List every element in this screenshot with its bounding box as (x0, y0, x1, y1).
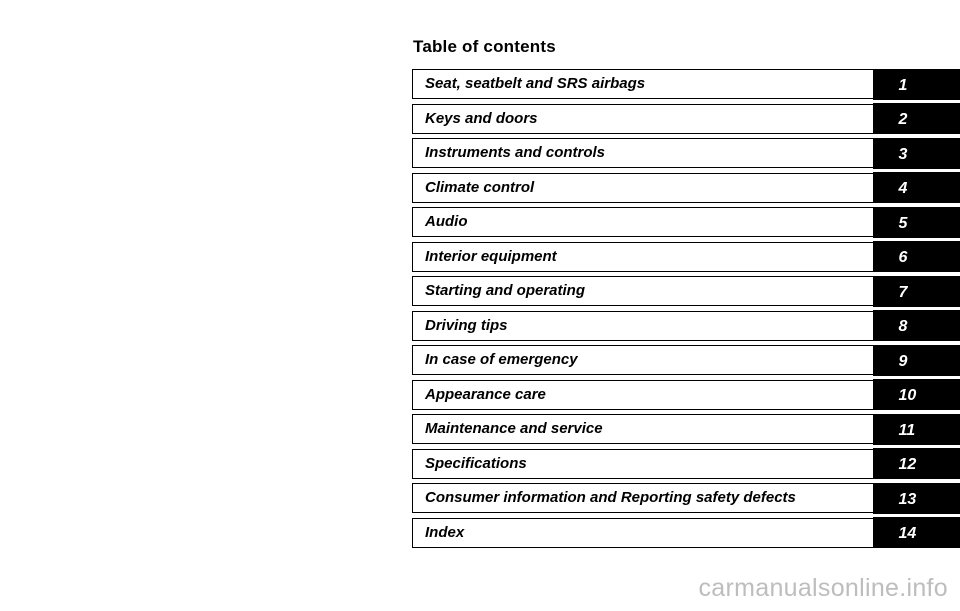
toc-entry-in-case-of-emergency[interactable] (412, 345, 960, 375)
section-number: 14 (898, 525, 917, 542)
toc-entry-consumer-information[interactable] (412, 483, 960, 513)
section-number-tab (873, 345, 960, 376)
toc-entry-label: Interior equipment (425, 247, 557, 265)
toc-entry-label: Driving tips (425, 316, 508, 334)
section-number-tab (873, 517, 960, 548)
toc-entry-starting-and-operating[interactable] (412, 276, 960, 306)
section-number-tab (873, 103, 960, 134)
section-number-tab (873, 69, 960, 100)
section-number: 3 (898, 145, 908, 163)
toc-entry-index[interactable] (412, 518, 960, 548)
toc-entry-label: Appearance care (425, 385, 546, 403)
section-number-tab (873, 241, 960, 272)
toc-entry-instruments-and-controls[interactable] (412, 138, 960, 168)
section-number-tab (873, 448, 960, 479)
section-number: 2 (898, 111, 908, 128)
section-number-tab (873, 483, 960, 514)
toc-entry-label: Climate control (425, 178, 535, 196)
toc-entry-specifications[interactable] (412, 449, 960, 479)
section-number: 13 (898, 490, 917, 508)
section-number-tab (873, 379, 960, 410)
toc-entry-label: Index (425, 523, 465, 541)
section-number: 11 (898, 421, 916, 439)
section-number: 9 (898, 352, 908, 370)
section-number-tab (873, 207, 960, 238)
section-number-tab (873, 310, 960, 341)
section-number-tab (873, 276, 960, 307)
toc-entry-label: Audio (425, 213, 468, 230)
toc-entry-driving-tips[interactable] (412, 311, 960, 341)
toc-list (412, 69, 960, 552)
watermark: carmanualsonline.info (698, 574, 948, 602)
section-number: 1 (898, 76, 908, 94)
toc-entry-label: In case of emergency (425, 351, 578, 368)
toc-entry-label: Starting and operating (425, 282, 586, 299)
toc-entry-interior-equipment[interactable] (412, 242, 960, 272)
toc-entry-label: Instruments and controls (425, 144, 606, 161)
section-number-tab (873, 138, 960, 169)
section-number: 12 (898, 456, 917, 473)
section-number: 8 (898, 318, 908, 335)
toc-entry-label: Consumer information and Reporting safety defects (425, 489, 796, 506)
toc-entry-maintenance-and-service[interactable] (412, 414, 960, 444)
toc-entry-label: Seat, seatbelt and SRS airbags (425, 75, 646, 92)
section-number-tab (873, 172, 960, 203)
toc-entry-label: Specifications (425, 454, 527, 472)
toc-entry-label: Keys and doors (425, 109, 538, 127)
section-number: 10 (898, 387, 917, 404)
section-number: 5 (898, 214, 908, 232)
toc-entry-keys-and-doors[interactable] (412, 104, 960, 134)
section-number: 6 (898, 249, 908, 266)
toc-entry-seat-seatbelt-srs-airbags[interactable] (412, 69, 960, 99)
section-number-tab (873, 414, 960, 445)
toc-entry-label: Maintenance and service (425, 420, 603, 437)
section-number: 4 (898, 180, 908, 197)
page-title: Table of contents (413, 37, 556, 56)
toc-entry-audio[interactable] (412, 207, 960, 237)
toc-entry-appearance-care[interactable] (412, 380, 960, 410)
section-number: 7 (898, 283, 908, 301)
toc-entry-climate-control[interactable] (412, 173, 960, 203)
